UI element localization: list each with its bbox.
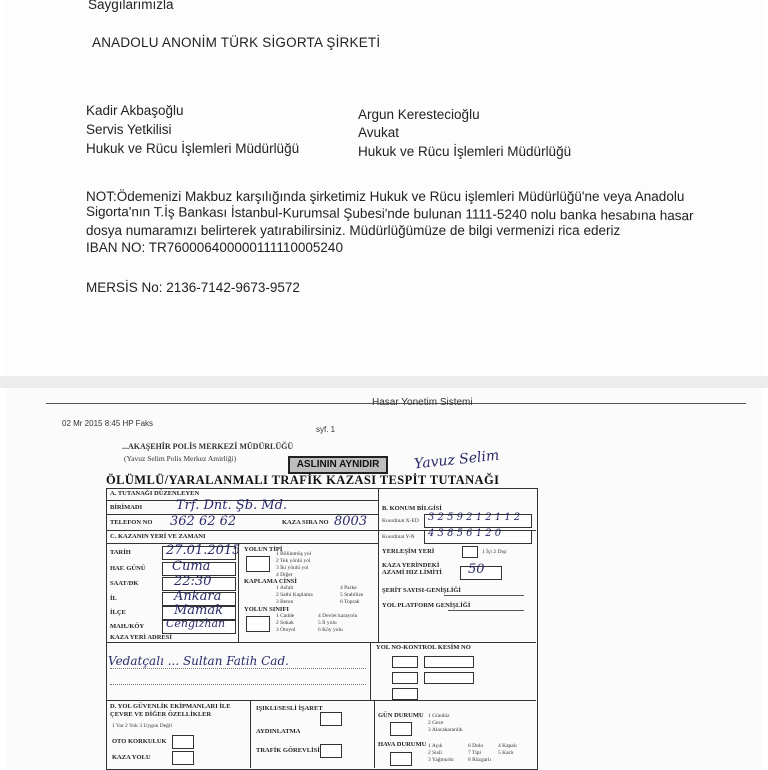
- oto-korkuluk-label: OTO KORKULUK: [112, 738, 167, 745]
- option: 1 Bölünmüş yol: [276, 551, 312, 557]
- section-d-header: D. YOL GÜVENLİK EKİPMANLARI İLE ÇEVRE VE DİĞER ÖZELLİKLER: [110, 703, 231, 718]
- yolun-sinifi-options-2: [318, 613, 357, 634]
- yolun-sinifi-label: YOLUN SINIFI: [244, 606, 289, 613]
- option: 4 Kapalı: [498, 743, 517, 749]
- hava-options-2: [468, 743, 491, 764]
- page-number: syf. 1: [316, 425, 336, 434]
- report-title: ÖLÜMLÜ/YARALANMALI TRAFİK KAZASI TESPİT TUTANAĞI: [106, 473, 500, 487]
- hava-options: [428, 743, 454, 764]
- mersis-number: MERSİS No: 2136-7142-9673-9572: [86, 280, 300, 295]
- option: 4 Parke: [340, 585, 357, 591]
- option: 2 Dışı: [493, 549, 507, 555]
- yolun-sinifi-options: [276, 613, 295, 634]
- option: 8 Rüzgarlı: [468, 757, 492, 763]
- il-value: Ankara: [174, 589, 222, 604]
- kaplama-options: [276, 585, 313, 606]
- rule: [444, 595, 524, 596]
- kaza-yeri-adresi-label: KAZA YERİ ADRESİ: [110, 634, 172, 641]
- certified-copy-stamp: ASLININ AYNIDIR: [288, 456, 388, 474]
- kaplama-options-2: [340, 585, 363, 606]
- iban-line: IBAN NO: TR760006400000111110005240: [86, 240, 343, 255]
- yol-no-label: YOL NO-KONTROL KESİM NO: [376, 644, 471, 651]
- option: 4 Diğer: [276, 572, 293, 578]
- option: 3 Otoyol: [276, 627, 296, 633]
- ilce-label: İLÇE: [110, 609, 126, 616]
- police-substation: (Yavuz Selim Polis Merkez Amirliği): [124, 454, 237, 463]
- telefon-label: TELEFON NO: [110, 519, 153, 526]
- haf-gunu-label: HAF. GÜNÜ: [110, 565, 146, 572]
- rule: [250, 700, 251, 768]
- letter-closing: Saygılarımızla: [88, 0, 174, 12]
- note-line: dosya numaramızı belirterek yatırabilirsiniz. Müdürlüğümüze de bilgi vermenizi rica ederiz: [86, 223, 621, 238]
- yolun-tipi-options: [276, 551, 311, 579]
- option: 2 Sisli: [428, 750, 442, 756]
- korkuluk-options: [112, 723, 172, 729]
- option: 3 Beton: [276, 599, 294, 605]
- ilce-value: Mamak: [174, 603, 224, 618]
- signatory-left-role: Servis Yetkilisi: [86, 122, 172, 137]
- signatory-left-dept: Hukuk ve Rücu İşlemleri Müdürlüğü: [86, 141, 300, 156]
- option: 5 Stabilize: [340, 592, 364, 598]
- serit-label: ŞERİT SAYISI-GENİŞLİĞİ: [382, 587, 461, 594]
- hava-options-3: [498, 743, 517, 757]
- option: 3 Yağmurlu: [428, 757, 454, 763]
- kaza-yolu-box: [172, 751, 194, 765]
- trafik-gorevlisi-label: TRAFİK GÖREVLİSİ: [256, 747, 320, 754]
- section-b-header: B. KONUM BİLGİSİ: [382, 505, 442, 512]
- rule: [106, 700, 536, 701]
- option: 6 Dolu: [468, 743, 484, 749]
- rule: [106, 543, 378, 544]
- option: 3 İki yönlü yol: [276, 565, 309, 571]
- il-label: İL: [110, 595, 117, 602]
- option: 2 Sokak: [276, 620, 294, 626]
- yol-no-box-4: [424, 672, 474, 684]
- yol-no-box-5: [392, 688, 418, 700]
- option: 4 Devlet karayolu: [318, 613, 358, 619]
- option: 2 Gece: [428, 720, 444, 726]
- tarih-label: TARİH: [110, 549, 131, 556]
- kaplama-label: KAPLAMA CİNSİ: [244, 578, 297, 585]
- kaza-yolu-label: KAZA YOLU: [112, 754, 151, 761]
- option: 1 İçi: [482, 549, 492, 555]
- trafik-gorevlisi-box: [320, 744, 342, 758]
- signatory-right-role: Avukat: [358, 125, 400, 140]
- telefon-value: 362 62 62: [170, 514, 237, 529]
- signatory-right-name: Argun Kerestecioğlu: [358, 107, 480, 122]
- option: 2 Yok: [125, 723, 138, 729]
- yol-platform-label: YOL PLATFORM GENİŞLİĞİ: [382, 602, 471, 609]
- rule: [378, 543, 379, 642]
- koordinat-y-value: 4 3 8 5 6 1 2 0: [428, 528, 502, 539]
- mah-value: Cengizhan: [166, 617, 226, 630]
- isikli-label: IŞIKLI/SESLİ İŞARET: [256, 705, 323, 712]
- rule: [238, 543, 239, 642]
- rule: [110, 684, 366, 685]
- option: 5 Karlı: [498, 750, 514, 756]
- company-name: ANADOLU ANONİM TÜRK SİGORTA ŞİRKETİ: [92, 35, 381, 50]
- rule: [110, 668, 366, 669]
- birim-label: BİRİMADI: [110, 504, 143, 511]
- police-unit: ...AKAŞEHİR POLİS MERKEZİ MÜDÜRLÜĞÜ: [122, 442, 294, 451]
- signature: Yavuz Selim: [413, 447, 500, 473]
- gun-durumu-box: [390, 722, 412, 736]
- option: 6 Toprak: [340, 599, 360, 605]
- option: 7 Tipi: [468, 750, 481, 756]
- rule: [448, 610, 524, 611]
- koordinat-x-value: 3 2 5 9 2 1 2 1 1 2: [428, 512, 521, 523]
- option: 1 Gündüz: [428, 713, 450, 719]
- saat-value: 22:30: [174, 574, 212, 589]
- oto-korkuluk-box: [172, 735, 194, 749]
- section-a-header: A. TUTANAĞI DÜZENLEYEN: [110, 490, 200, 497]
- option: 6 Köy yolu: [318, 627, 343, 633]
- yol-no-box-3: [392, 672, 418, 684]
- yerlesim-box: [462, 546, 478, 558]
- yol-no-box-2: [424, 656, 474, 668]
- option: 5 İl yolu: [318, 620, 337, 626]
- system-header: Hasar Yonetim Sistemi: [372, 397, 473, 408]
- yolun-tipi-box: [246, 556, 270, 572]
- option: 1 Var: [112, 723, 124, 729]
- signatory-right-dept: Hukuk ve Rücu İşlemleri Müdürlüğü: [358, 144, 572, 159]
- yolun-sinifi-box: [246, 616, 270, 632]
- kaza-adresi-value: Vedatçalı ... Sultan Fatih Cad.: [108, 654, 289, 668]
- note-line: Sigorta'nın T.İş Bankası İstanbul-Kurumsal Şubesi'nde bulunan 1111-5240 nolu banka hesabına hasar: [85, 203, 694, 224]
- option: 2 Tek yönlü yol: [276, 558, 311, 564]
- mah-label: MAH./KÖY: [110, 623, 145, 630]
- gun-durumu-label: GÜN DURUMU: [378, 712, 424, 719]
- koordinat-x-label: Koordinat X-ED: [382, 518, 419, 524]
- yerlesim-options: [482, 549, 507, 555]
- option: 2 Sathi Kaplama: [276, 592, 313, 598]
- rule: [370, 642, 371, 700]
- azami-hiz-value: 50: [468, 562, 485, 577]
- option: 1 Açık: [428, 743, 443, 749]
- yol-no-box-1: [392, 656, 418, 668]
- page-separator: [0, 376, 768, 388]
- birim-value: Trf. Dnt. Şb. Md.: [176, 498, 288, 513]
- aydinlatma-label: AYDINLATMA: [256, 728, 301, 735]
- rule: [106, 642, 536, 643]
- hava-durumu-box: [390, 752, 412, 766]
- tarih-value: 27.01.2015: [166, 543, 241, 558]
- kaza-sira-value: 8003: [334, 514, 368, 529]
- signatory-left-name: Kadir Akbaşoğlu: [86, 103, 184, 118]
- note-line: NOT:Ödemenizi Makbuz karşılığında şirketimiz Hukuk ve Rücu işlemleri Müdürlüğü'ne veya Anadolu: [86, 189, 685, 204]
- fax-line: 02 Mr 2015 8:45 HP Faks: [62, 419, 154, 428]
- section-c-header: C. KAZANIN YERİ VE ZAMANI: [110, 533, 206, 540]
- isikli-box: [320, 712, 342, 726]
- option: 3 Alacakaranlık: [428, 727, 463, 733]
- koordinat-y-label: Koordinat Y-N: [382, 534, 415, 540]
- rule: [374, 700, 375, 768]
- gun-durumu-options: [428, 713, 463, 734]
- payment-note: [85, 188, 694, 256]
- gun-value: Cuma: [172, 559, 211, 574]
- yerlesim-label: YERLEŞİM YERİ: [382, 548, 435, 555]
- saat-label: SAAT/DK: [110, 580, 139, 587]
- option: 1 Cadde: [276, 613, 295, 619]
- kaza-sira-label: KAZA SIRA NO: [282, 519, 329, 526]
- hava-durumu-label: HAVA DURUMU: [378, 741, 427, 748]
- option: 1 Asfalt: [276, 585, 294, 591]
- azami-hiz-label: KAZA YERİNDEKİ AZAMİ HIZ LİMİTİ: [382, 562, 442, 576]
- yolun-tipi-label: YOLUN TİPİ: [244, 546, 283, 553]
- option: 3 Uygun Değil: [139, 723, 172, 729]
